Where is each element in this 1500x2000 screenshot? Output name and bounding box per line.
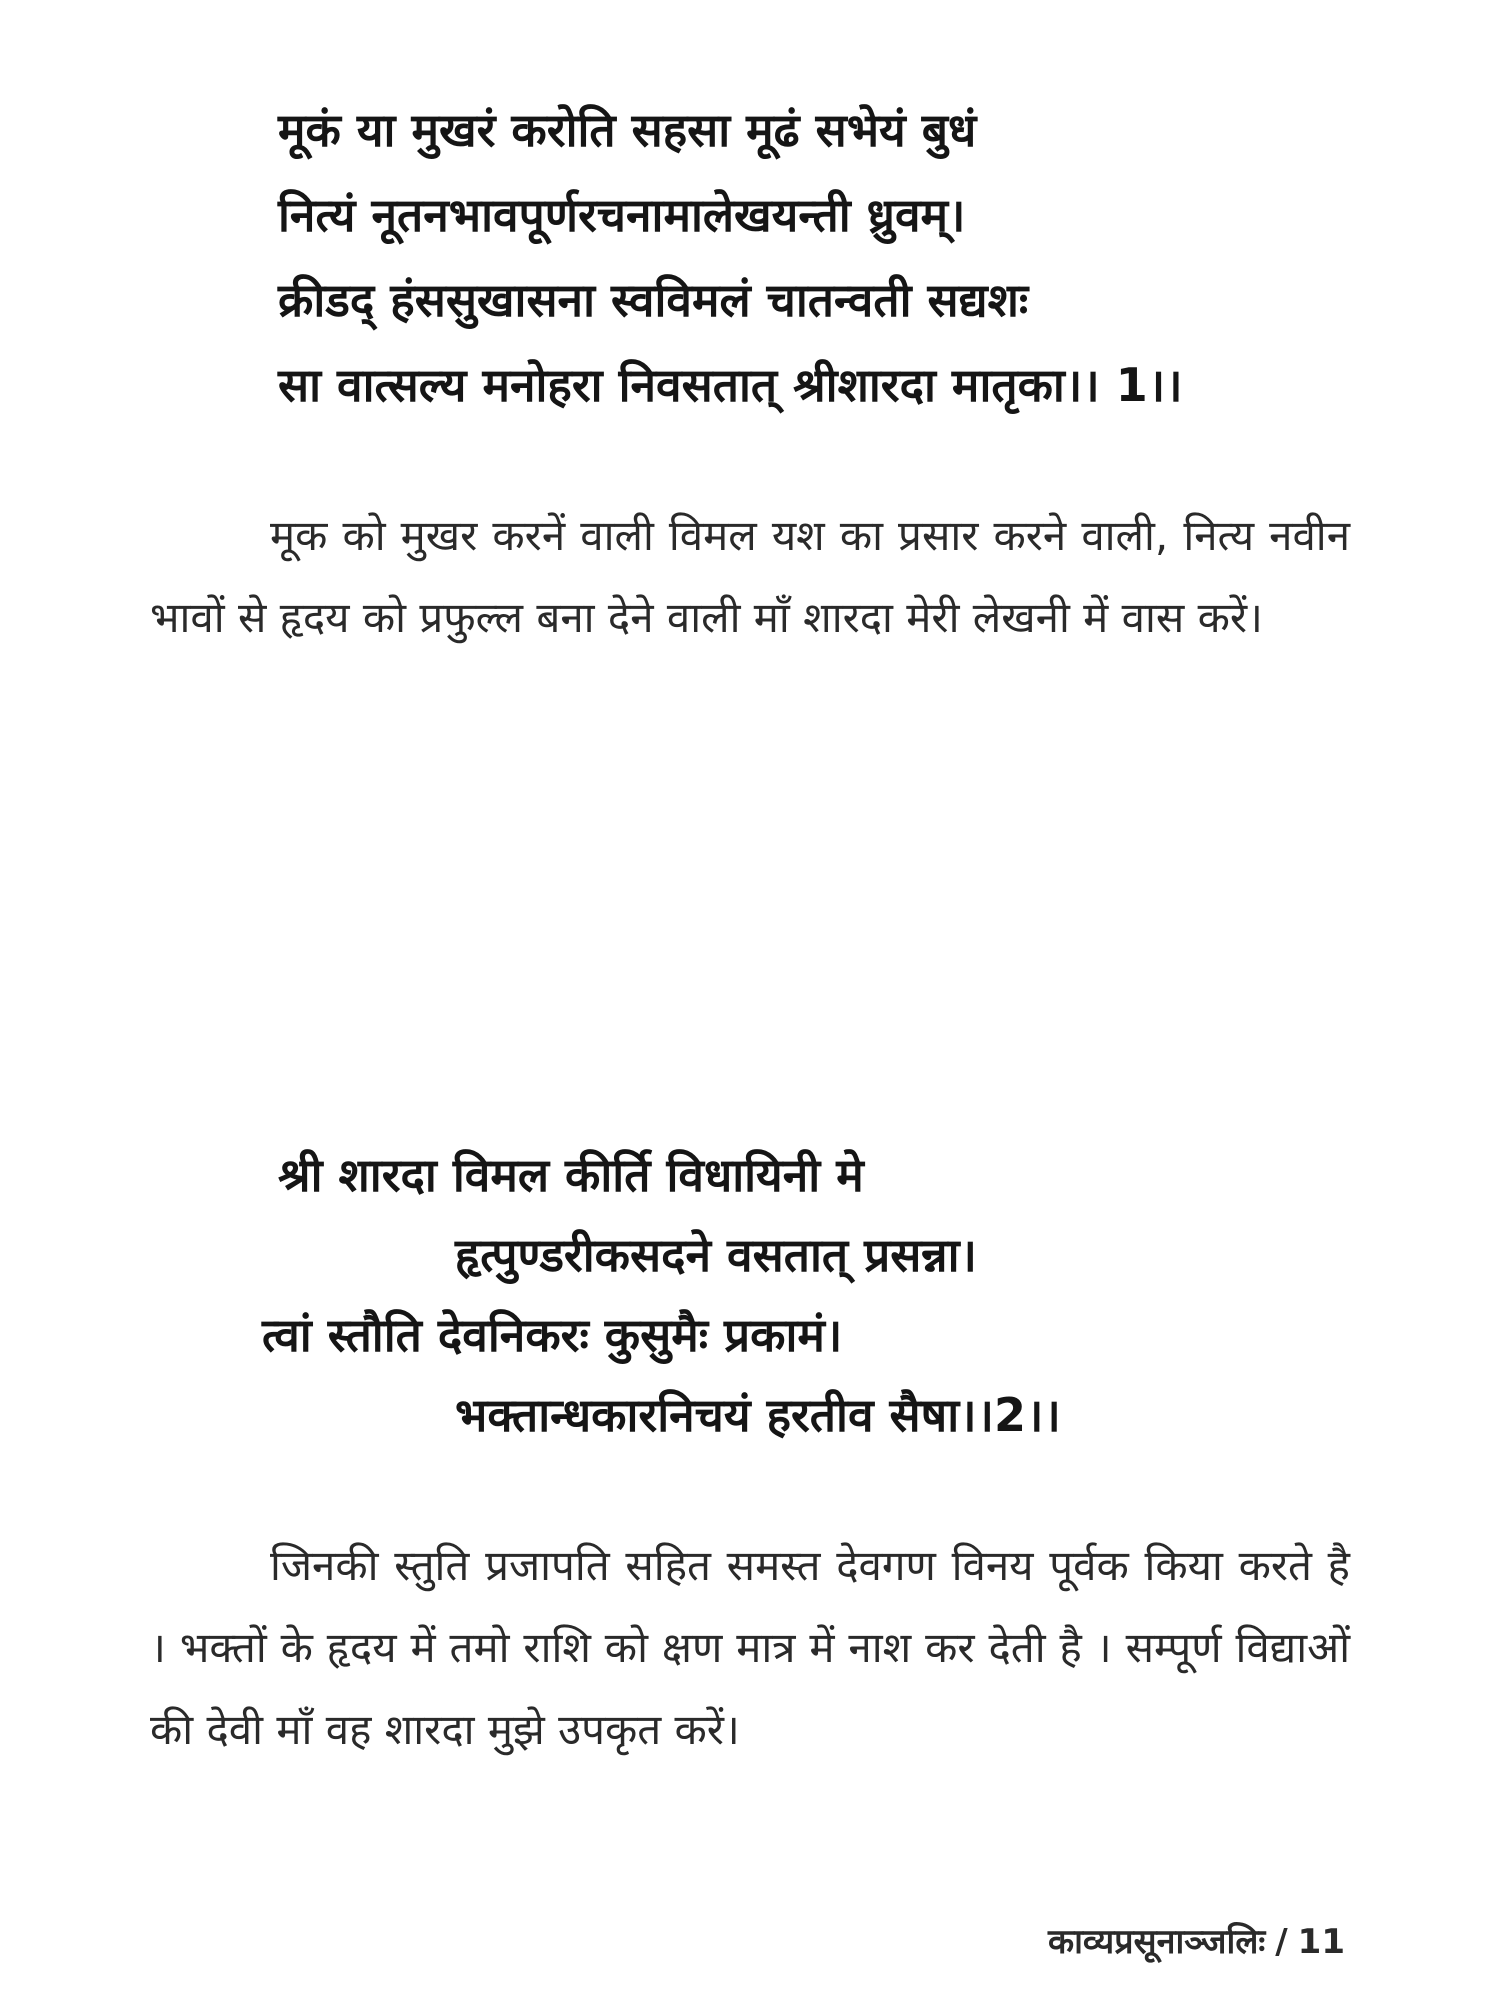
footer-separator: / (1275, 1922, 1288, 1962)
verse-2-line-3: त्वां स्तौति देवनिकरः कुसुमैः प्रकामं। (262, 1308, 843, 1362)
translation-2: जिनकी स्तुति प्रजापति सहित समस्त देवगण विनय पूर्वक किया करते है । भक्तों के हृदय में तमो राशि को क्षण मात्र में नाश कर देती है । सम्पूर्ण विद्याओं की देवी माँ वह शारदा मुझे उपकृत करें। (150, 1541, 1350, 1754)
book-title: काव्यप्रसूनाञ्जलिः (1048, 1922, 1266, 1962)
page-footer (1048, 1920, 1345, 1964)
page-number: 11 (1297, 1922, 1345, 1962)
verse-1-line-2: नित्यं नूतनभावपूर्णरचनामालेखयन्ती ध्रुवम्। (278, 188, 966, 242)
verse-2-line-2: हृत्पुण्डरीकसदने वसतात् प्रसन्ना। (455, 1228, 977, 1282)
verse-1-line-4: सा वात्सल्य मनोहरा निवसतात् श्रीशारदा मातृका।। 1।। (278, 358, 1183, 412)
verse-2-line-4: भक्तान्धकारनिचयं हरतीव सैषा।।2।। (455, 1388, 1061, 1442)
translation-1: मूक को मुखर करनें वाली विमल यश का प्रसार करने वाली, नित्य नवीन भावों से हृदय को प्रफुल्ल बना देने वाली माँ शारदा मेरी लेखनी में वास करें। (150, 511, 1350, 642)
verse-2-line-1: श्री शारदा विमल कीर्ति विधायिनी मे (278, 1148, 864, 1202)
verse-1-line-1: मूकं या मुखरं करोति सहसा मूढं सभेयं बुधं (278, 103, 977, 157)
verse-1-line-3: क्रीडद् हंससुखासना स्वविमलं चातन्वती सद्यशः (278, 273, 1029, 327)
